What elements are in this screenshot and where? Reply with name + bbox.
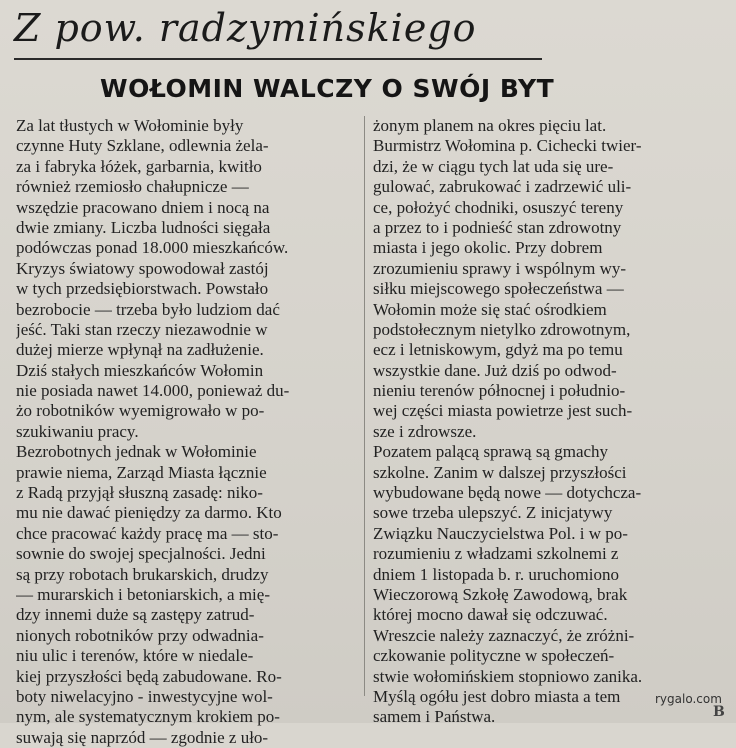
text-line: miasta i jego okolic. Przy dobrem [373,238,603,258]
text-line: wszędzie pracowano dniem i nocą na [16,197,270,217]
text-line: jeść. Taki stan rzeczy niezawodnie w [16,319,268,339]
watermark: rygalo.com [655,692,722,706]
text-line: Kryzys światowy spowodował zastój [16,258,269,278]
text-line: nionych robotników przy odwadnia- [16,625,264,645]
text-line: dniem 1 listopada b. r. uruchomiono [373,564,619,584]
text-line: bezrobocie — trzeba było ludziom dać [16,299,280,319]
text-line: nie posiada nawet 14.000, ponieważ du- [16,381,290,401]
text-line: w tych przedsiębiorstwach. Powstało [16,279,269,299]
text-line: rozumieniu z władzami szkolnemi z [373,544,619,564]
column-divider [364,116,365,696]
text-line: czynne Huty Szklane, odlewnia żela- [16,136,269,156]
text-line: dwie zmiany. Liczba ludności sięgała [16,217,271,237]
text-line: nym, ale systematycznym krokiem po- [16,707,280,727]
text-line: żo robotników wyemigrowało w po- [16,401,265,421]
text-line: gulować, zabrukować i zadrzewić uli- [373,177,632,197]
text-line: Burmistrz Wołomina p. Cichecki twier- [373,136,642,156]
text-line: chce pracować każdy pracę ma — sto- [16,523,279,543]
text-line: samem i Państwa. [373,707,496,727]
section-header: Z pow. radzymińskiego [14,6,477,50]
text-line: wszystkie dane. Już dziś po odwod- [373,360,617,380]
text-line: żonym planem na okres pięciu lat. [373,116,607,135]
text-line: ce, położyć chodniki, osuszyć tereny [373,197,624,217]
text-line: Za lat tłustych w Wołominie były [16,116,244,135]
text-line: dużej mierze wpłynął na zadłużenie. [16,340,264,360]
text-line: Myślą ogółu jest dobro miasta a tem [373,686,621,706]
text-line: nieniu terenów północnej i południo- [373,381,626,401]
text-line: szukiwaniu pracy. [16,421,139,441]
text-line: Pozatem palącą sprawą są gmachy [373,442,609,462]
text-line: za i fabryka łóżek, garbarnia, kwitło [16,156,262,176]
text-line: dzy innemi duże są zastępy zatrud- [16,605,255,625]
text-line: sownie do swojej specjalności. Jedni [16,544,266,564]
text-line: zrozumieniu sprawy i wspólnym wy- [373,258,627,278]
text-line: z Radą przyjął słuszną zasadę: niko- [16,483,263,503]
text-line: podstołecznym nietylko zdrowotnym, [373,319,631,339]
article-headline: WOŁOMIN WALCZY O SWÓJ BYT [100,74,555,103]
text-line: sze i zdrowsze. [373,421,477,441]
text-line: dzi, że w ciągu tych lat uda się ure- [373,156,614,176]
right-column [373,116,723,728]
text-line: Bezrobotnych jednak w Wołominie [16,442,257,462]
text-line: suwają się naprzód — zgodnie z uło- [16,727,269,747]
text-line: wej części miasta powietrze jest such- [373,401,633,421]
text-line: ecz i letniskowym, gdyż ma po temu [373,340,623,360]
text-line: stwie wołomińskiem stopniowo zanika. [373,666,643,686]
left-column [16,116,360,748]
text-line: siłku miejscowego społeczeństwa — [373,279,624,299]
text-line: mu nie dawać pieniędzy za darmo. Kto [16,503,282,523]
text-line: której mocno dawał się odczuwać. [373,605,608,625]
text-line: Wołomin może się stać ośrodkiem [373,299,607,319]
text-line: wybudowane będą nowe — dotychcza- [373,483,642,503]
text-line: podówczas ponad 18.000 mieszkańców. [16,238,289,258]
text-line: czkowanie polityczne w społeczeń- [373,646,615,666]
text-line: Związku Nauczycielstwa Pol. i w po- [373,523,628,543]
text-line: — murarskich i betoniarskich, a mię- [16,584,270,604]
text-line: szkolne. Zanim w dalszej przyszłości [373,462,627,482]
text-line: Wieczorową Szkołę Zawodową, brak [373,584,628,604]
text-line: Dziś stałych mieszkańców Wołomin [16,360,264,380]
text-line: kiej przyszłości będą zabudowane. Ro- [16,666,282,686]
text-line: prawie niema, Zarząd Miasta łącznie [16,462,267,482]
text-line: Wreszcie należy zaznaczyć, że zróżni- [373,625,635,645]
corner-mark: B [713,704,725,720]
text-line: boty niwelacyjno - inwestycyjne wol- [16,686,273,706]
text-line: są przy robotach brukarskich, drudzy [16,564,269,584]
text-line: a przez to i podnieść stan zdrowotny [373,217,622,237]
header-rule [14,58,542,60]
text-line: również rzemiosło chałupnicze — [16,177,249,197]
text-line: niu ulic i terenów, które w niedale- [16,646,254,666]
text-line: sowe trzeba ulepszyć. Z inicjatywy [373,503,613,523]
